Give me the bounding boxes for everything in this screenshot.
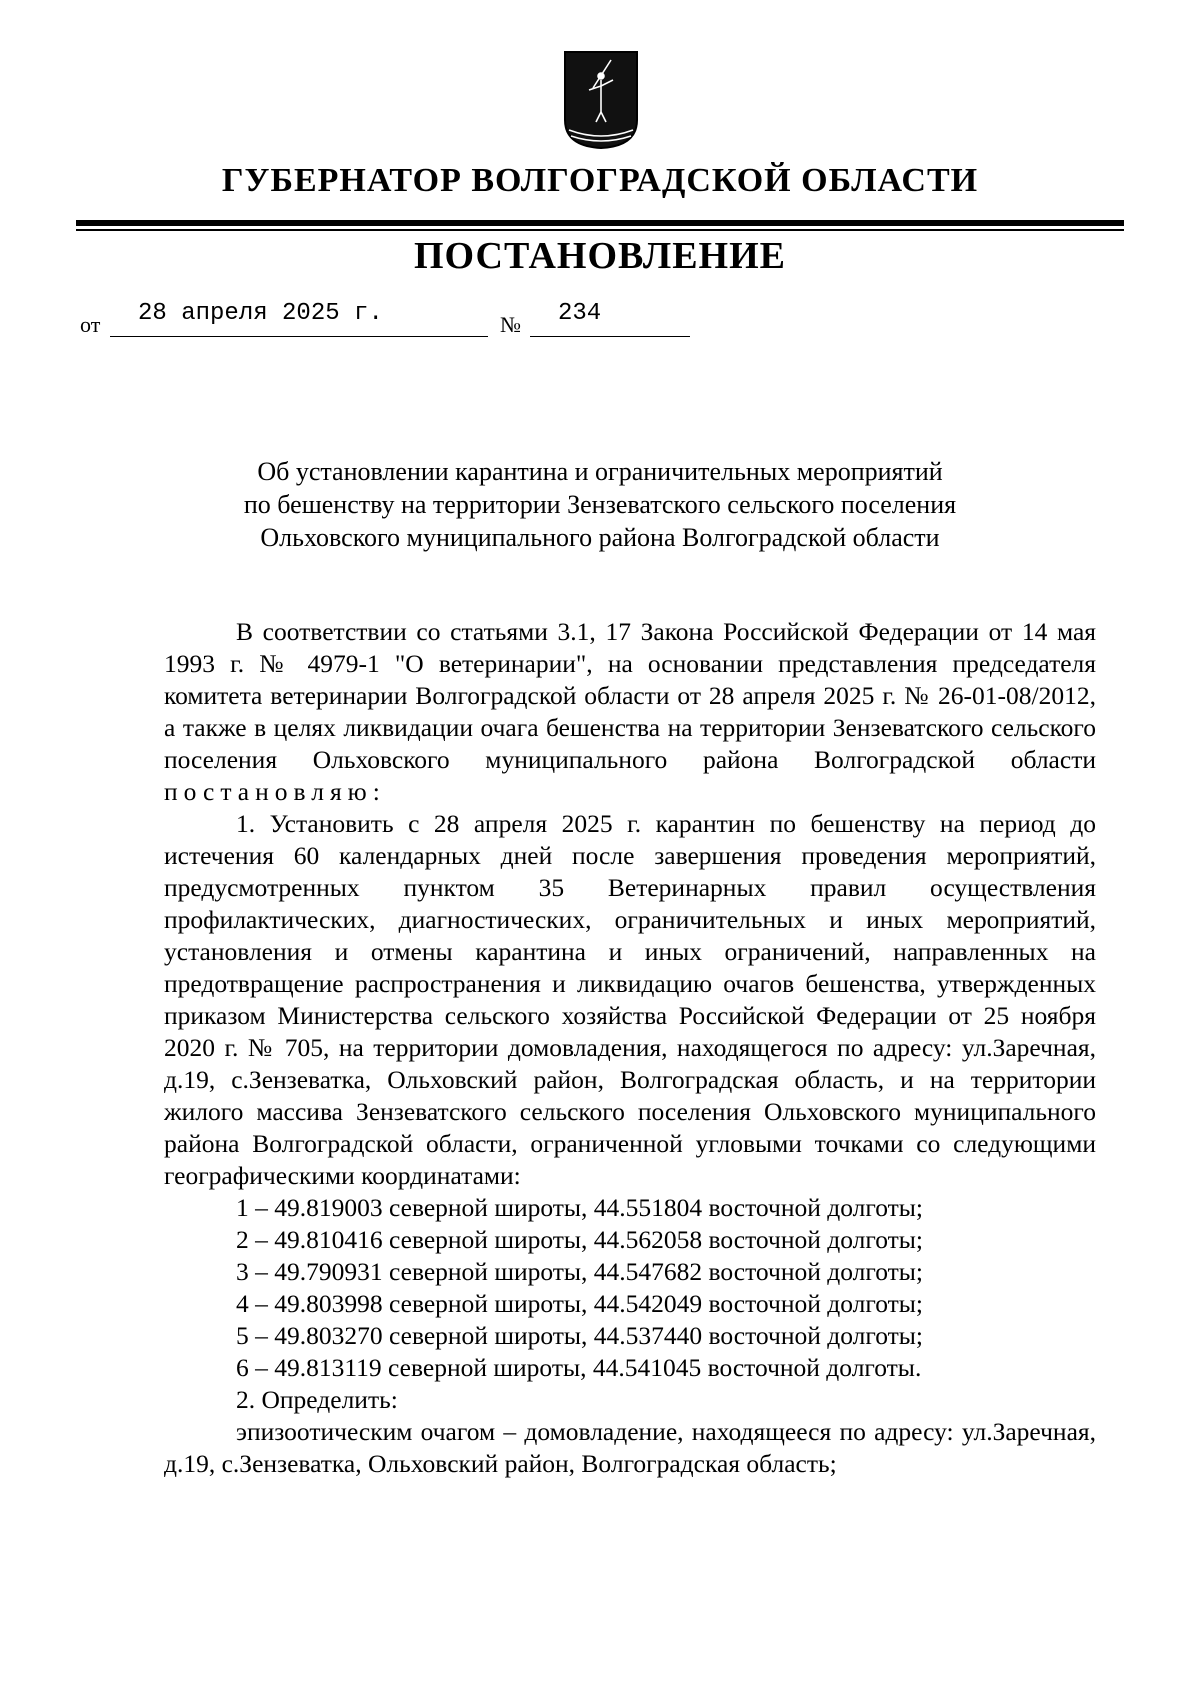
authority-title: ГУБЕРНАТОР ВОЛГОГРАДСКОЙ ОБЛАСТИ xyxy=(221,162,979,199)
preamble-paragraph xyxy=(164,616,1096,808)
document-type: ПОСТАНОВЛЕНИЕ xyxy=(413,235,787,277)
header-rule-thick xyxy=(76,220,1124,226)
coordinate-item: 1 – 49.819003 северной широты, 44.551804 восточной долготы; xyxy=(236,1193,923,1222)
subject-line: Об установлении карантина и ограничительных мероприятий xyxy=(257,457,943,486)
document-date: 28 апреля 2025 г. xyxy=(138,300,383,327)
number-prefix: № xyxy=(500,312,521,337)
item-1-paragraph: 1. Установить с 28 апреля 2025 г. карантин по бешенству на период до истечения 60 календарных дней после завершения проведения мероприятий, предусмотренных пунктом 35 Ветеринарных правил осуществления профилактических, диагностических, ограничительных и иных мероприятий, установления и отмены карантина и иных ограничений, направленных на предотвращение распространения и ликвидацию очагов бешенства, утвержденных приказом Министерства сельского хозяйства Российской Федерации от 25 ноября 2020 г. № 705, на территории домовладения, находящегося по адресу: ул.Заречная, д.19, с.Зензеватка, Ольховский район, Волгоградская область, и на территории жилого массива Зензеватского сельского поселения Ольховского муниципального района Волгоградской области, ограниченной угловыми точками со следующими географическими координатами: xyxy=(164,809,1096,1190)
date-underline xyxy=(110,336,488,337)
number-underline xyxy=(530,336,690,337)
coordinate-item: 5 – 49.803270 северной широты, 44.537440 восточной долготы; xyxy=(236,1321,923,1350)
coordinate-item: 6 – 49.813119 северной широты, 44.541045 восточной долготы. xyxy=(236,1353,922,1382)
date-number-row xyxy=(0,300,1200,340)
coordinate-item: 4 – 49.803998 северной широты, 44.542049 восточной долготы; xyxy=(236,1289,923,1318)
date-prefix: от xyxy=(80,312,101,337)
coordinate-item: 3 – 49.790931 северной широты, 44.547682 восточной долготы; xyxy=(236,1257,923,1286)
preamble-text: В соответствии со статьями 3.1, 17 Закона Российской Федерации от 14 мая 1993 г. № 4979-1 "О ветеринарии", на основании представления председателя комитета ветеринарии Волгоградской области от 28 апреля 2025 г. № 26-01-08/2012, а также в целях ликвидации очага бешенства на территории Зензеватского сельского поселения Ольховского муниципального района Волгоградской области xyxy=(164,617,1096,774)
document-number: 234 xyxy=(558,300,602,327)
decree-word: постановляю: xyxy=(164,777,386,806)
subject-line: по бешенству на территории Зензеватского сельского поселения xyxy=(243,490,957,519)
document-subject xyxy=(180,455,1020,554)
coat-of-arms-emblem xyxy=(563,50,639,150)
coordinate-item: 2 – 49.810416 северной широты, 44.562058 восточной долготы; xyxy=(236,1225,923,1254)
item-2-heading: 2. Определить: xyxy=(236,1385,398,1414)
subject-line: Ольховского муниципального района Волгоградской области xyxy=(260,523,940,552)
header-rule-thin xyxy=(76,229,1124,231)
item-2-paragraph: эпизоотическим очагом – домовладение, находящееся по адресу: ул.Заречная, д.19, с.Зензеватка, Ольховский район, Волгоградская область; xyxy=(164,1417,1096,1478)
document-body xyxy=(164,616,1096,1480)
